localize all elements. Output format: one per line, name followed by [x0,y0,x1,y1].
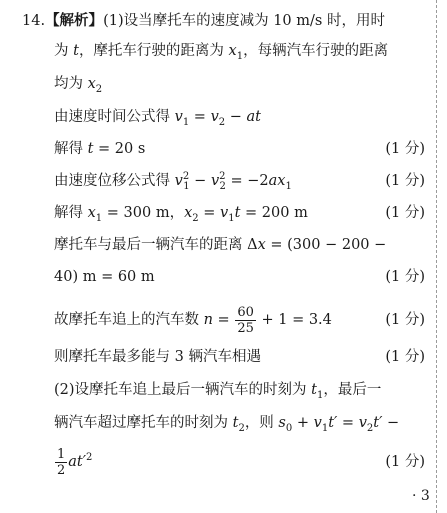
fraction-60-25: $\frac{60}{25}$ [237,304,254,336]
score-label: (1 分) [385,312,425,328]
problem-number: 14. [22,13,46,29]
dashed-margin-line [436,0,437,513]
solution-line-9: 40) m = 60 m (1 分) [0,264,425,290]
solution-line-2: 为 t，摩托车行驶的距离为 $x_1$，每辆汽车行驶的距离 [54,43,389,62]
score-label: (1 分) [385,454,425,470]
solution-line-10: 故摩托车追上的汽车数 n = $\frac{60}{25}$ + 1 = 3.4 (1 分) [0,302,425,338]
solution-line-11: 则摩托车最多能与 3 辆汽车相遇 (1 分) [0,344,425,370]
solution-line-8: 摩托车与最后一辆汽车的距离 Δx = (300 − 200 − [54,237,387,253]
solution-line-7: 解得 $x_1 = 300$ m，$x_2 = v_1t = 200$ m (1 分) [0,200,425,226]
solution-line-4: 由速度时间公式得 $v_1 = v_2$ − at [54,109,261,128]
solution-line-5: 解得 t = 20 s (1 分) [0,136,425,162]
score-label: (1 分) [385,141,425,157]
solution-line-6: 由速度位移公式得 $v^2_1 - v^2_2 = -2ax_1$ (1 分) [0,168,425,194]
solution-line-3: 均为 $x_2$ [54,76,103,95]
solution-line-12: (2)设摩托车追上最后一辆汽车的时刻为 $t_1$，最后一 [54,382,382,401]
fraction-1-2: $\frac{1}{2}$ [57,446,66,478]
page-number: · 3 [412,488,430,504]
solution-heading: 【解析】 [45,12,104,29]
solution-line-1: 14.【解析】(1)设当摩托车的速度减为 10 m/s 时，用时 [22,12,385,29]
score-label: (1 分) [385,205,425,221]
score-label: (1 分) [385,173,425,189]
solution-line-13: 辆汽车超过摩托车的时刻为 $t_2$，则 $s_0 + v_1t' = v_2t'$ − [54,415,400,434]
score-label: (1 分) [385,349,425,365]
solution-line-14: $\frac{1}{2}$ $at'^2$ (1 分) [0,444,425,480]
score-label: (1 分) [385,269,425,285]
